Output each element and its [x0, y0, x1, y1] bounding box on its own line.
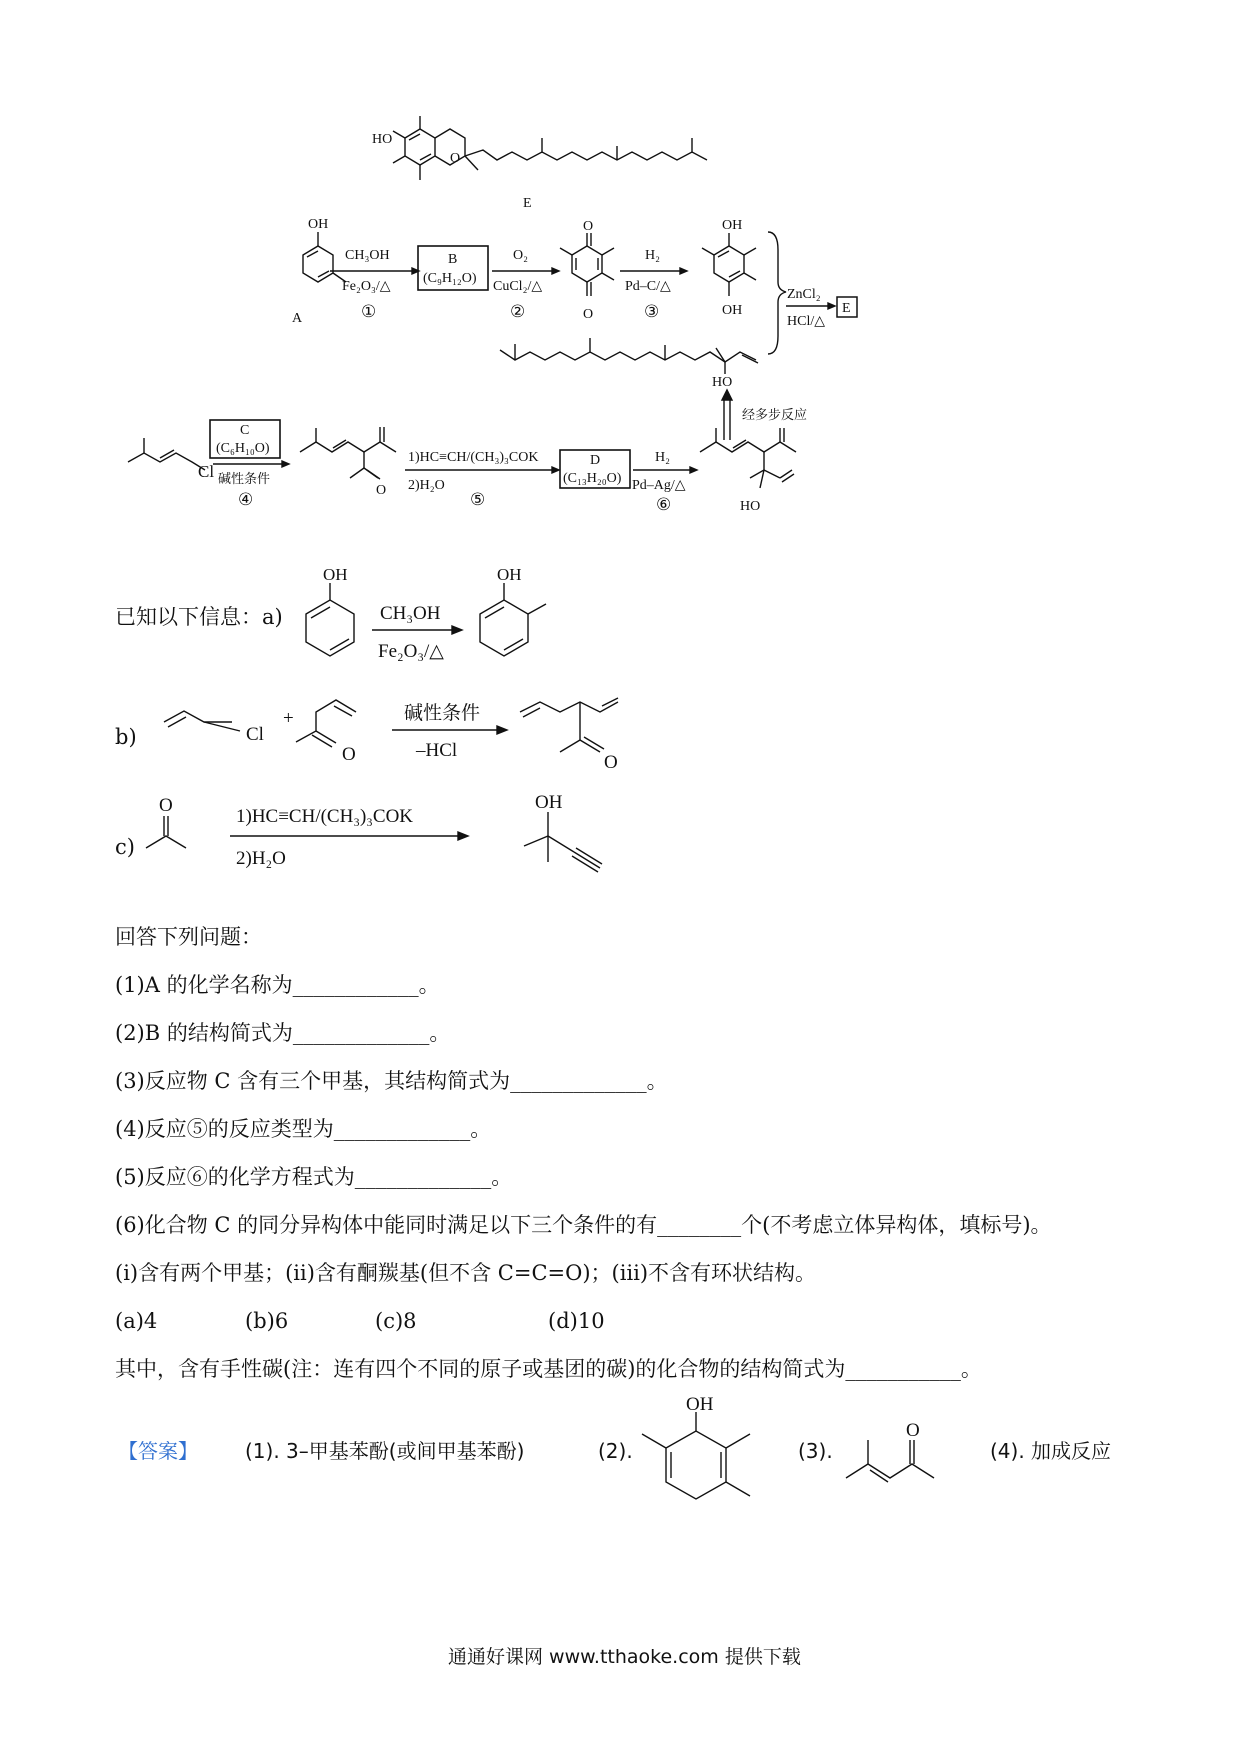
option-c: (c)8 [375, 1309, 417, 1333]
svg-text:+: + [283, 708, 294, 729]
svg-text:⑥: ⑥ [656, 495, 672, 514]
question-6-conditions: (ⅰ)含有两个甲基；(ⅱ)含有酮羰基(但不含 C=C=O)；(ⅲ)不含有环状结构。 [115, 1261, 817, 1285]
svg-text:2)H₂O: 2)H₂O [236, 848, 286, 869]
svg-text:H₂: H₂ [655, 450, 670, 465]
known-info-diagrams [0, 560, 1240, 900]
known-b-label: b) [115, 725, 137, 749]
question-3: (3)反应物 C 含有三个甲基，其结构简式为_____________。 [115, 1069, 668, 1093]
intermediate-ketone [300, 427, 396, 498]
svg-text:①: ① [361, 302, 377, 321]
compound-E [372, 116, 707, 211]
svg-text:OH: OH [686, 1394, 714, 1415]
svg-text:Pd–Ag/△: Pd–Ag/△ [632, 478, 686, 493]
svg-text:CH₃OH: CH₃OH [380, 603, 441, 624]
question-2: (2)B 的结构简式为_____________。 [115, 1021, 451, 1045]
option-d: (d)10 [548, 1309, 605, 1333]
question-1: (1)A 的化学名称为____________。 [115, 973, 440, 997]
svg-text:OH: OH [323, 565, 348, 584]
allylic-alcohol [700, 428, 796, 514]
known-intro: 已知以下信息：a) [115, 605, 283, 629]
svg-text:ZnCl₂: ZnCl₂ [787, 287, 821, 302]
svg-text:D: D [590, 453, 601, 468]
svg-text:H₂: H₂ [645, 248, 660, 263]
answer-tag: 【答案】 [118, 1439, 198, 1463]
known-b [164, 698, 618, 773]
svg-text:(C₁₃H₂₀O): (C₁₃H₂₀O) [563, 471, 622, 486]
svg-text:CH₃OH: CH₃OH [345, 248, 390, 263]
svg-text:E: E [842, 301, 851, 316]
answer-4: (4). 加成反应 [990, 1439, 1112, 1463]
svg-text:O: O [604, 752, 618, 773]
svg-text:O: O [376, 483, 387, 498]
svg-text:OH: OH [497, 565, 522, 584]
known-c-label: c) [115, 835, 135, 859]
answer-2-label: (2). [598, 1439, 633, 1463]
known-c [146, 792, 602, 872]
svg-text:Fe₂O₃/△: Fe₂O₃/△ [378, 641, 444, 662]
svg-text:B: B [448, 252, 458, 267]
svg-text:Pd–C/△: Pd–C/△ [625, 279, 671, 294]
E-ho-label: HO [372, 132, 393, 147]
svg-text:Cl: Cl [198, 462, 215, 481]
svg-text:Fe₂O₃/△: Fe₂O₃/△ [342, 279, 391, 294]
answer-3-label: (3). [798, 1439, 833, 1463]
svg-text:OH: OH [535, 792, 563, 813]
svg-text:O: O [583, 219, 594, 234]
svg-text:(C₉H₁₂O): (C₉H₁₂O) [423, 271, 477, 286]
svg-text:O: O [159, 795, 173, 816]
answer-3-structure [846, 1420, 934, 1482]
svg-text:OH: OH [722, 303, 743, 318]
svg-text:经多步反应: 经多步反应 [742, 408, 808, 423]
svg-text:②: ② [510, 302, 526, 321]
svg-text:O: O [583, 307, 594, 322]
question-4: (4)反应⑤的反应类型为_____________。 [115, 1117, 492, 1141]
svg-text:O: O [342, 744, 356, 765]
svg-text:③: ③ [644, 302, 660, 321]
svg-text:2)H₂O: 2)H₂O [408, 478, 445, 493]
svg-text:1)HC≡CH/(CH₃)₃COK: 1)HC≡CH/(CH₃)₃COK [408, 450, 539, 465]
quinone [560, 219, 614, 322]
svg-text:HO: HO [712, 375, 733, 390]
svg-text:C: C [240, 423, 250, 438]
svg-text:O₂: O₂ [513, 248, 528, 263]
svg-text:HO: HO [740, 499, 761, 514]
page-footer: 通通好课网 www.tthaoke.com 提供下载 [448, 1646, 801, 1668]
svg-text:(C₆H₁₀O): (C₆H₁₀O) [216, 441, 270, 456]
synthesis-scheme [0, 0, 1240, 540]
svg-text:Cl: Cl [246, 724, 264, 745]
svg-text:碱性条件: 碱性条件 [218, 472, 271, 487]
E-label: E [523, 196, 532, 211]
option-b: (b)6 [245, 1309, 289, 1333]
question-5: (5)反应⑥的化学方程式为_____________。 [115, 1165, 513, 1189]
prenyl-chloride [128, 438, 214, 481]
questions-intro: 回答下列问题： [115, 925, 262, 949]
svg-text:OH: OH [308, 217, 329, 232]
svg-text:碱性条件: 碱性条件 [404, 702, 481, 724]
svg-text:④: ④ [238, 490, 254, 509]
svg-text:⑤: ⑤ [470, 490, 486, 509]
hydroquinone [702, 218, 756, 318]
svg-text:O: O [906, 1420, 920, 1441]
question-6-tail: 其中，含有手性碳(注：连有四个不同的原子或基团的碳)的化合物的结构简式为___________。 [115, 1357, 982, 1381]
svg-text:1)HC≡CH/(CH₃)₃COK: 1)HC≡CH/(CH₃)₃COK [236, 806, 414, 827]
answer-2-structure [642, 1394, 750, 1499]
answer-1: (1). 3–甲基苯酚(或间甲基苯酚) [245, 1439, 525, 1463]
question-6: (6)化合物 C 的同分异构体中能同时满足以下三个条件的有________个(不考虑立体异构体，填标号)。 [115, 1213, 1052, 1237]
svg-text:CuCl₂/△: CuCl₂/△ [493, 279, 543, 294]
svg-text:OH: OH [722, 218, 743, 233]
answer-structures [0, 1380, 1240, 1520]
A-label: A [292, 311, 303, 326]
isophytol [500, 338, 758, 390]
option-a: (a)4 [115, 1309, 158, 1333]
svg-text:O: O [450, 151, 461, 166]
svg-text:–HCl: –HCl [416, 740, 458, 761]
known-a [306, 565, 546, 662]
svg-text:HCl/△: HCl/△ [787, 314, 825, 329]
